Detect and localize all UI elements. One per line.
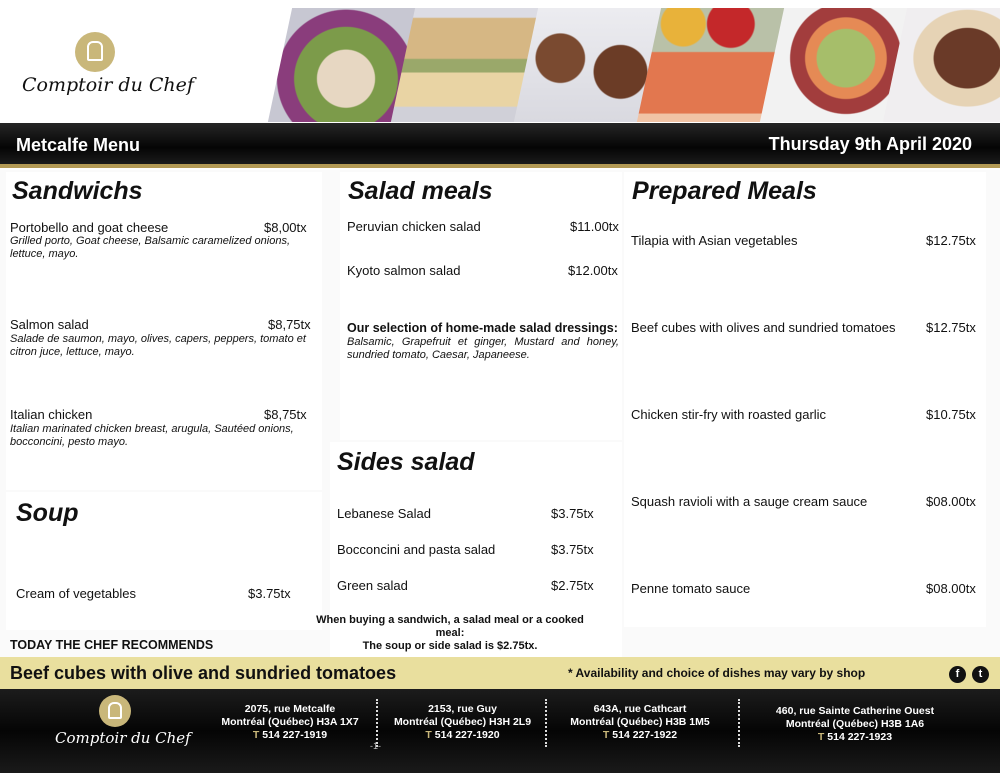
item-price: $3.75tx <box>551 506 594 521</box>
location-metcalfe <box>205 703 375 742</box>
item-price: $8,75tx <box>264 407 307 422</box>
promo-line: The soup or side salad is $2.75tx. <box>362 640 538 652</box>
item-name: Italian chicken <box>10 407 93 422</box>
item-name: Green salad <box>337 578 408 593</box>
prepared-meals-heading: Prepared Meals <box>632 177 817 205</box>
soup-panel <box>6 492 322 630</box>
promo-line: When buying a sandwich, a salad meal or a cooked <box>316 614 584 626</box>
item-price: $10.75tx <box>926 407 976 422</box>
location-phone: 514 227-1920 <box>434 729 500 741</box>
chef-recommends-label: TODAY THE CHEF RECOMMENDS <box>10 638 214 652</box>
salad-meals-heading: Salad meals <box>348 177 493 205</box>
location-phone: 514 227-1922 <box>612 729 678 741</box>
item-name: Lebanese Salad <box>337 506 431 521</box>
item-price: $3.75tx <box>248 586 291 601</box>
item-price: $11.00tx <box>570 219 619 234</box>
sides-salad-heading: Sides salad <box>337 448 475 476</box>
menu-date: Thursday 9th April 2020 <box>768 134 972 154</box>
item-name: Penne tomato sauce <box>631 581 751 596</box>
phone-label: T <box>252 729 260 741</box>
twitter-icon[interactable]: t <box>972 666 989 683</box>
location-guy <box>380 703 545 742</box>
promo-note <box>305 614 595 653</box>
location-city: Montréal (Québec) H3A 1X7 <box>221 716 359 728</box>
location-city: Montréal (Québec) H3B 1A6 <box>785 718 925 730</box>
menu-title: Metcalfe Menu <box>16 135 141 155</box>
item-price: $8,00tx <box>264 220 307 235</box>
item-name: Squash ravioli with a sauge cream sauce <box>631 494 868 509</box>
location-phone: 514 227-1919 <box>262 729 328 741</box>
item-price: $12.00tx <box>568 263 618 278</box>
dressings-title: Our selection of home-made salad dressings: <box>347 321 618 335</box>
food-photo-strip <box>270 8 1000 122</box>
prepared-meals-panel <box>624 172 986 627</box>
sandwichs-heading: Sandwichs <box>12 177 143 205</box>
phone-label: T <box>817 731 825 743</box>
item-price: $2.75tx <box>551 578 594 593</box>
location-street: 643A, rue Cathcart <box>593 703 687 715</box>
chef-hat-icon <box>99 695 131 727</box>
item-name: Kyoto salmon salad <box>347 263 461 278</box>
item-name: Cream of vegetables <box>16 586 136 601</box>
menu-content <box>0 170 1000 658</box>
facebook-icon[interactable]: f <box>949 666 966 683</box>
item-name: Peruvian chicken salad <box>347 219 481 234</box>
item-name: Chicken stir-fry with roasted garlic <box>631 407 827 422</box>
item-price: $3.75tx <box>551 542 594 557</box>
location-city: Montréal (Québec) H3H 2L9 <box>393 716 532 728</box>
location-phone: 514 227-1923 <box>827 731 893 743</box>
title-bar <box>0 123 1000 168</box>
item-description: Grilled porto, Goat cheese, Balsamic caramelized onions, lettuce, mayo. <box>10 235 291 260</box>
divider <box>545 699 547 747</box>
availability-note: * Availability and choice of dishes may vary by shop <box>568 666 866 680</box>
item-name: Portobello and goat cheese <box>10 220 169 235</box>
brand-name: Comptoir du Chef <box>22 74 194 96</box>
location-city: Montréal (Québec) H3B 1M5 <box>570 716 710 728</box>
item-name: Bocconcini and pasta salad <box>337 542 496 557</box>
item-price: $08.00tx <box>926 581 976 596</box>
footer <box>0 689 1000 773</box>
location-sainte-catherine <box>750 705 960 744</box>
phone-label: T <box>425 729 432 741</box>
location-street: 2075, rue Metcalfe <box>244 703 336 715</box>
promo-line: meal: <box>435 627 465 639</box>
location-street: 460, rue Sainte Catherine Ouest <box>775 705 935 717</box>
soup-heading: Soup <box>16 499 79 527</box>
item-price: $12.75tx <box>926 233 976 248</box>
item-name: Salmon salad <box>10 317 89 332</box>
dressings-list: Balsamic, Grapefruit et ginger, Mustard and honey, sundried tomato, Caesar, Japaneese. <box>347 336 619 361</box>
item-price: $12.75tx <box>926 320 976 335</box>
divider <box>376 699 378 747</box>
item-description: Italian marinated chicken breast, arugula, Sautéed onions, bocconcini, pesto mayo. <box>10 423 294 448</box>
chef-hat-icon <box>75 32 115 72</box>
location-street: 2153, rue Guy <box>428 703 497 715</box>
item-name: Tilapia with Asian vegetables <box>631 233 798 248</box>
divider <box>738 699 740 747</box>
location-cathcart <box>555 703 725 742</box>
page-number: -1- <box>370 741 381 751</box>
recommended-dish: Beef cubes with olive and sundried tomatoes <box>10 663 397 683</box>
brand-logo <box>22 32 194 102</box>
item-price: $8,75tx <box>268 317 311 332</box>
header <box>0 0 1000 125</box>
brand-name: Comptoir du Chef <box>55 729 191 747</box>
sandwichs-panel <box>6 172 322 490</box>
item-name: Beef cubes with olives and sundried tomatoes <box>631 320 896 335</box>
phone-label: T <box>602 729 610 741</box>
salad-meals-panel <box>340 172 622 440</box>
recommendation-bar <box>0 657 1000 689</box>
item-price: $08.00tx <box>926 494 976 509</box>
item-description: Salade de saumon, mayo, olives, capers, peppers, tomato et citron juce, lettuce, mayo. <box>10 333 306 358</box>
brand-logo-footer <box>55 695 191 747</box>
